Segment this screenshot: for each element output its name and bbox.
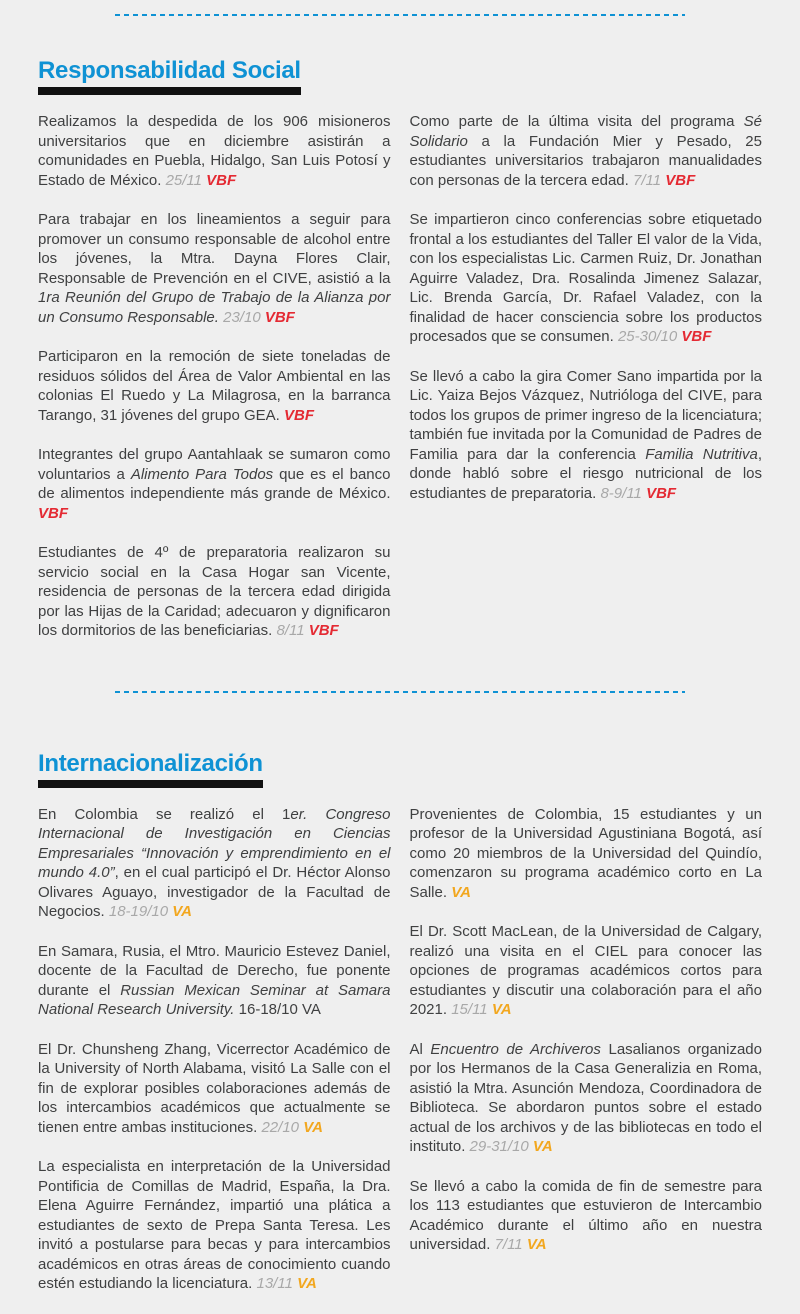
paragraph	[38, 1040, 391, 1138]
section-title-block	[38, 751, 263, 788]
paragraph	[410, 1040, 763, 1157]
text-run: 16-18/10 VA	[234, 1001, 321, 1018]
initials-tag: VA	[491, 1001, 512, 1018]
date-stamp: 8-9/11	[600, 484, 647, 502]
initials-tag: VBF	[206, 171, 237, 189]
two-column-layout	[38, 805, 762, 1314]
paragraph	[410, 805, 763, 903]
initials-tag: VBF	[681, 328, 712, 345]
text-run: , en el cual participó el Dr. Héctor Alonso Olivares Aguayo, investigador de la Facultad de Negocios.	[38, 864, 391, 920]
text-run: er. Congreso Internacional de Investigación en Ciencias Empresariales “Innovación y emprendimiento en el mundo 4.0”	[38, 805, 391, 881]
section-internacionalizacion	[0, 709, 800, 1314]
date-stamp: 7/11	[494, 1236, 527, 1253]
paragraph	[38, 210, 391, 327]
text-run: Al	[409, 1040, 431, 1058]
text-run: Russian Mexican Seminar at Samara National Research University.	[38, 981, 391, 1018]
initials-tag: VBF	[284, 406, 314, 424]
paragraph	[410, 1177, 763, 1255]
date-stamp: 13/11	[256, 1275, 298, 1292]
initials-tag: VA	[532, 1138, 553, 1155]
text-run: 1ra Reunión del Grupo de Trabajo de la Alianza por un Consumo Responsable.	[38, 289, 391, 326]
paragraph	[38, 1157, 391, 1294]
initials-tag: VA	[303, 1118, 323, 1136]
text-run: Para trabajar en los lineamientos a seguir para promover un consumo responsable de alcohol entre los jóvenes, la Mtra. Dayna Flores Clair, Responsable de Prevención en el CIVE, asistió a la	[38, 211, 391, 287]
text-run: que es el banco de alimentos independiente más grande de México.	[38, 465, 391, 502]
date-stamp: 23/10	[223, 308, 265, 326]
text-run: Se impartieron cinco conferencias sobre etiquetado frontal a los estudiantes del Taller El valor de la Vida, con los especialistas Lic. Carmen Ruiz, Dr. Jonathan Aguirre Valadez, Dra. Rosalinda Jimenez Salazar, Lic. Brenda García, Dr. Rafael Valadez, con la finalidad de hacer consciencia sobre los productos procesados que se consumen.	[409, 211, 762, 345]
initials-tag: VBF	[38, 504, 68, 522]
text-run: Integrantes del grupo Aantahlaak se sumaron como voluntarios a	[38, 446, 391, 483]
middle-dashed-divider	[115, 691, 685, 693]
initials-tag: VA	[297, 1275, 317, 1292]
initials-tag: VA	[526, 1236, 547, 1253]
initials-tag: VBF	[308, 622, 339, 639]
right-column	[410, 805, 763, 1314]
paragraph	[38, 543, 391, 641]
initials-tag: VBF	[646, 484, 677, 502]
two-column-layout	[38, 112, 762, 661]
text-run: Como parte de la última visita del programa	[409, 113, 744, 130]
text-run: La especialista en interpretación de la Universidad Pontificia de Comillas de Madrid, España, la Dra. Elena Aguirre Fernández, impartió una plática a estudiantes de sexto de Prepa Santa Teresa. Les invitó a postularse para becas y para intercambios académicos en otras áreas de conocimiento cuando estén estudiando la licenciatura.	[38, 1158, 391, 1292]
date-stamp: 25-30/10	[617, 328, 682, 345]
right-column	[410, 112, 763, 661]
paragraph	[410, 367, 763, 504]
section-title: Internacionalización	[38, 749, 263, 777]
text-run: Lasalianos organizado por los Hermanos de la Casa Generalizia en Roma, asistió la Mtra. Asunción Mendoza, Coordinadora de Biblioteca. Se abordaron puntos sobre el estado actual de los archivos y de las bibliotecas en todo el instituto.	[409, 1040, 762, 1155]
date-stamp: 22/10	[261, 1118, 304, 1136]
text-run: Sé Solidario	[409, 113, 762, 150]
section-title-block	[38, 58, 301, 95]
section-responsabilidad-social	[0, 16, 800, 661]
text-run: Se llevó a cabo la gira Comer Sano impartida por la Lic. Yaiza Bejos Vázquez, Nutrióloga del CIVE, para todos los grupos de primer ingreso de la licenciatura; también fue invitada por la Comunidad de Padres de Familia para dar la conferencia	[409, 367, 762, 463]
initials-tag: VBF	[665, 171, 696, 189]
title-underline-bar	[38, 780, 263, 788]
date-stamp: 8/11	[276, 622, 309, 639]
text-run: , donde habló sobre el riesgo nutricional de los estudiantes de preparatoria.	[409, 445, 762, 502]
title-underline-bar	[38, 87, 301, 95]
text-run: a la Fundación Mier y Pesado, 25 estudiantes universitarios trabajaron manualidades con personas de la tercera edad.	[409, 132, 762, 189]
paragraph	[410, 210, 763, 347]
date-stamp: 15/11	[451, 1001, 492, 1018]
text-run: En Samara, Rusia, el Mtro. Mauricio Estevez Daniel, docente de la Facultad de Derecho, fue ponente durante el	[38, 942, 391, 999]
section-title: Responsabilidad Social	[38, 57, 301, 84]
initials-tag: VBF	[264, 308, 295, 326]
date-stamp: 7/11	[632, 171, 666, 189]
text-run: El Dr. Chunsheng Zhang, Vicerrector Académico de la University of North Alabama, visitó La Salle con el fin de explorar posibles colaboraciones además de los intercambios académicos que actualmente se tienen entre ambas instituciones.	[38, 1040, 391, 1136]
text-run: Se llevó a cabo la comida de fin de semestre para los 113 estudiantes que estuvieron de Intercambio Académico durante el último año en nuestra universidad.	[409, 1177, 762, 1253]
paragraph	[38, 805, 391, 922]
text-run: Familia Nutritiva	[645, 445, 758, 463]
date-stamp: 18-19/10	[108, 903, 173, 920]
left-column	[38, 805, 391, 1314]
date-stamp: 25/11	[165, 171, 207, 189]
text-run: Participaron en la remoción de siete toneladas de residuos sólidos del Área de Valor Ambiental en las colonias El Ruedo y La Milagrosa, en la barranca Tarango, 31 jóvenes del grupo GEA.	[38, 348, 391, 424]
paragraph	[38, 112, 391, 190]
paragraph	[38, 942, 391, 1020]
paragraph	[410, 112, 763, 190]
text-run: En Colombia se realizó el 1	[38, 805, 291, 823]
paragraph	[410, 922, 763, 1020]
text-run: Encuentro de Archiveros	[430, 1040, 601, 1058]
left-column	[38, 112, 391, 661]
text-run: Provenientes de Colombia, 15 estudiantes y un profesor de la Universidad Agustiniana Bogotá, así como 20 miembros de la Universidad del Quindío, comenzaron su programa académico corto en La Salle.	[409, 805, 762, 901]
initials-tag: VA	[451, 883, 471, 901]
text-run: Realizamos la despedida de los 906 misioneros universitarios que en diciembre asistirán a comunidades en Puebla, Hidalgo, San Luis Potosí y Estado de México.	[38, 113, 391, 189]
initials-tag: VA	[172, 903, 192, 920]
paragraph	[38, 445, 391, 523]
date-stamp: 29-31/10	[469, 1138, 533, 1155]
paragraph	[38, 347, 391, 425]
text-run: Alimento Para Todos	[130, 465, 274, 483]
text-run: Estudiantes de 4º de preparatoria realizaron su servicio social en la Casa Hogar san Vicente, residencia de personas de la tercera edad dirigida por las Hijas de la Caridad; adecuaron y dignificaron los dormitorios de las beneficiarias.	[38, 544, 391, 639]
text-run: El Dr. Scott MacLean, de la Universidad de Calgary, realizó una visita en el CIEL para conocer las opciones de programas académicos cortos para estudiantes y discutir una colaboración para el año 2021.	[409, 923, 762, 1018]
